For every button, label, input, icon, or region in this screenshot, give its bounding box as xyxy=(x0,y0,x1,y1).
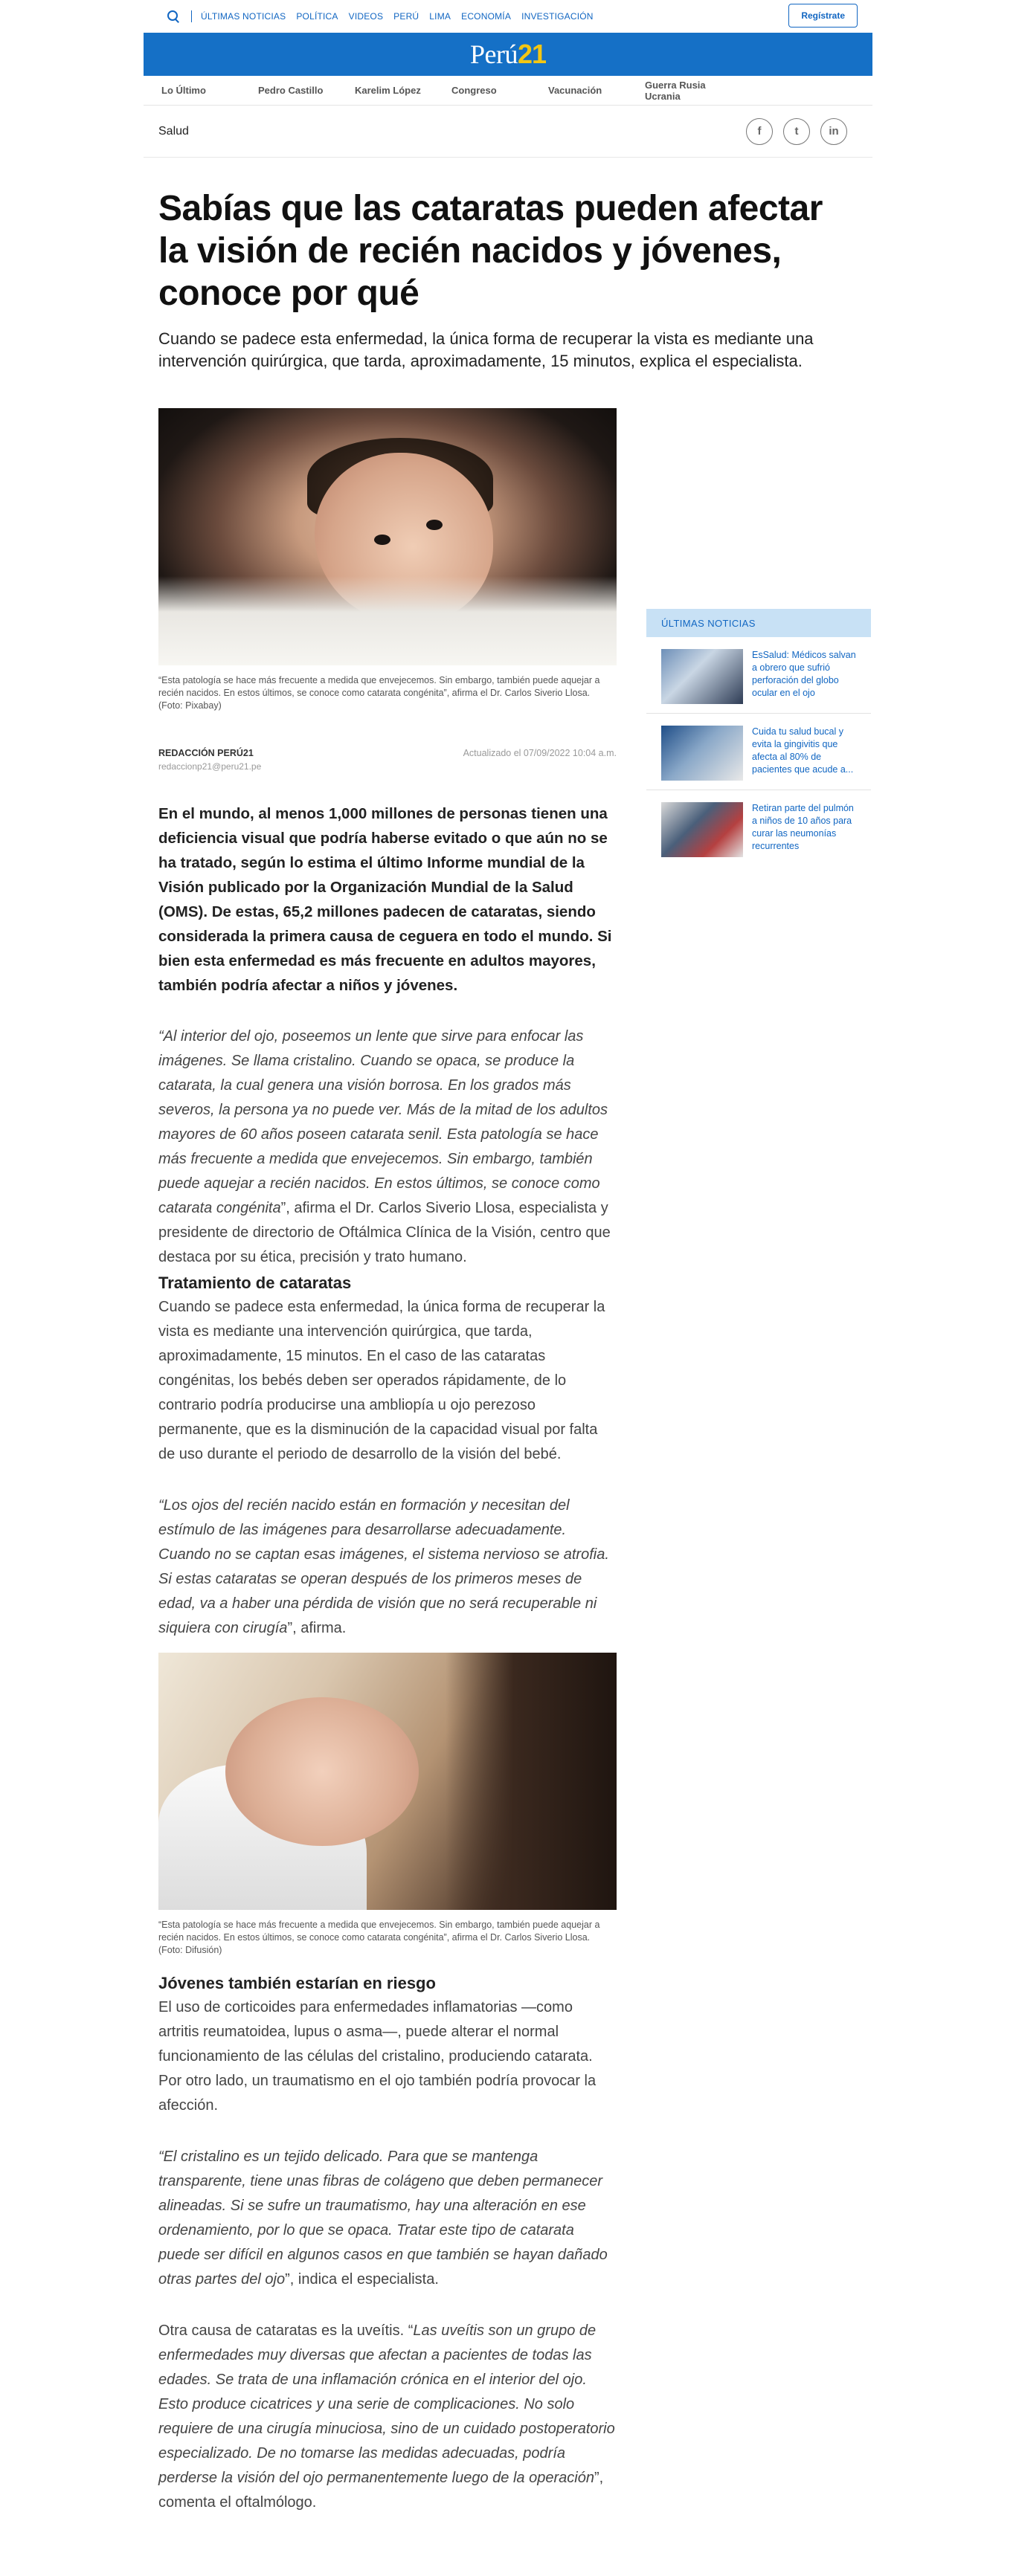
image-caption: “Esta patología se hace más frecuente a medida que envejecemos. Sin embargo, también puede aquejar a recién nacidos. En estos últimos, se conoce como catarata congénita”, afirma el Dr. Carlos Siverio Llosa. (Foto: Pixabay) xyxy=(158,675,600,711)
news-headline[interactable]: Cuida tu salud bucal y evita la gingivitis que afecta al 80% de pacientes que acude a... xyxy=(752,726,854,775)
topic-vacunacion[interactable]: Vacunación xyxy=(548,85,602,96)
topics-nav xyxy=(144,76,872,106)
brand-bar xyxy=(144,33,872,76)
image-detail xyxy=(225,1697,419,1846)
news-thumbnail[interactable] xyxy=(661,649,743,704)
sidebar-title: ÚLTIMAS NOTICIAS xyxy=(646,609,871,637)
quote-text: Las uveítis son un grupo de enfermedades muy diversas que afectan a pacientes de todas las edades. Se trata de una inflamación crónica en el interior del ojo. Esto produce cicatrices y una serie de complicaciones. No solo requiere de una cirugía minuciosa, sino de un cuidado postoperatorio especializado. De no tomarse las medidas adecuadas, podría perderse la visión del ojo permanentemente luego de la operación xyxy=(158,2322,615,2486)
news-thumbnail[interactable] xyxy=(661,726,743,781)
divider xyxy=(191,10,192,22)
body-paragraph: Cuando se padece esta enfermedad, la única forma de recuperar la vista es mediante una intervención quirúrgica, que tarda, aproximadamente, 15 minutos. En el caso de las cataratas congénitas, los bebés deben ser operados rápidamente, de lo contrario podría producirse una ambliopía u ojo perezoso permanente, que es la disminución de la capacidad visual por falta de uso durante el periodo de desarrollo de la visión del bebé. xyxy=(158,1299,605,1462)
article-image-baby xyxy=(158,408,617,665)
topic-congreso[interactable]: Congreso xyxy=(451,85,497,96)
logo-text: Perú xyxy=(469,39,518,69)
quote-paragraph xyxy=(158,1024,617,1270)
byline xyxy=(158,748,617,772)
news-headline[interactable]: Retiran parte del pulmón a niños de 10 años para curar las neumonías recurrentes xyxy=(752,803,854,851)
subhead-tratamiento: Tratamiento de cataratas xyxy=(158,1274,352,1292)
top-bar xyxy=(144,0,872,33)
topic-guerra-rusia-ucrania[interactable]: Guerra Rusia Ucrania xyxy=(645,79,706,102)
article-lead: En el mundo, al menos 1,000 millones de personas tienen una deficiencia visual que podría haberse evitado o que aún no se ha tratado, según lo estima el último Informe mundial de la Visión publicado por la Organización Mundial de la Salud (OMS). De estas, 65,2 millones padecen de cataratas, siendo considerada la primera causa de ceguera en todo el mundo. Si bien esta enfermedad es más frecuente en adultos mayores, también podría afectar a niños y jóvenes. xyxy=(158,805,612,994)
facebook-icon[interactable]: f xyxy=(746,118,773,145)
share-buttons xyxy=(746,118,847,145)
author-email[interactable]: redaccionp21@peru21.pe xyxy=(158,761,262,772)
quote-text: “Al interior del ojo, poseemos un lente que sirve para enfocar las imágenes. Se llama cristalino. Cuando se opaca, se produce la catarata, la cual genera una visión borrosa. En los grados más severos, la persona ya no puede ver. Más de la mitad de los adultos mayores de 60 años poseen catarata senil. Esta patología se hace más frecuente a medida que envejecemos. Sin embargo, también puede aquejar a recién nacidos. En estos últimos, se conoce como catarata congénita xyxy=(158,1028,608,1216)
body-paragraph: El uso de corticoides para enfermedades inflamatorias —como artritis reumatoidea, lupus o asma—, puede alterar el normal funcionamiento de las células del cristalino, produciendo catarata. Por otro lado, un traumatismo en el ojo también podría provocar la afección. xyxy=(158,1999,597,2114)
register-button[interactable]: Regístrate xyxy=(788,4,858,28)
image-detail xyxy=(374,535,390,545)
logo-number: 21 xyxy=(517,39,547,69)
search-icon[interactable] xyxy=(166,9,181,24)
nav-lima[interactable]: LIMA xyxy=(429,11,451,22)
updated-timestamp: Actualizado el 07/09/2022 10:04 a.m. xyxy=(463,748,617,758)
news-thumbnail[interactable] xyxy=(661,802,743,857)
quote-attribution: ”, comenta el oftalmólogo. xyxy=(158,2470,604,2511)
nav-peru[interactable]: PERÚ xyxy=(393,11,419,22)
quote-text: “Los ojos del recién nacido están en formación y necesitan del estímulo de las imágenes para desarrollarse adecuadamente. Cuando no se captan esas imágenes, el sistema nervioso se atrofia. Si estas cataratas se operan después de los primeros meses de edad, va a haber una pérdida de visión que no será recuperable ni siquiera con cirugía xyxy=(158,1497,609,1636)
subhead-jovenes: Jóvenes también estarían en riesgo xyxy=(158,1974,436,1992)
article-image-mother-baby xyxy=(158,1653,617,1910)
topic-lo-ultimo[interactable]: Lo Último xyxy=(161,85,206,96)
quote-attribution: ”, indica el especialista. xyxy=(285,2271,439,2288)
news-headline[interactable]: EsSalud: Médicos salvan a obrero que sufrió perforación del globo ocular en el ojo xyxy=(752,650,856,698)
news-item[interactable] xyxy=(646,714,871,790)
quote-text: “El cristalino es un tejido delicado. Para que se mantenga transparente, tiene unas fibras de colágeno que deben permanecer alineadas. Si se sufre un traumatismo, hay una alteración en ese ordenamiento, por lo que se opaca. Tratar este tipo de catarata puede ser difícil en algunos casos en que también se hayan dañado otras partes del ojo xyxy=(158,2149,608,2288)
paragraph-text: Otra causa de cataratas es la uveítis. “ xyxy=(158,2322,414,2339)
quote-attribution: ”, afirma el Dr. Carlos Siverio Llosa, especialista y presidente de directorio de Oftálmica Clínica de la Visión, centro que destaca por su ética, precisión y trato humano. xyxy=(158,1200,611,1265)
nav-investigacion[interactable]: INVESTIGACIÓN xyxy=(521,11,594,22)
news-item[interactable] xyxy=(646,637,871,714)
body-paragraph xyxy=(158,2319,617,2515)
article-body xyxy=(158,408,617,2515)
image-detail xyxy=(158,576,617,665)
topic-pedro-castillo[interactable]: Pedro Castillo xyxy=(258,85,324,96)
twitter-icon[interactable]: t xyxy=(783,118,810,145)
quote-paragraph xyxy=(158,2145,617,2292)
nav-politica[interactable]: POLÍTICA xyxy=(296,11,338,22)
image-caption: “Esta patología se hace más frecuente a medida que envejecemos. Sin embargo, también puede aquejar a recién nacidos. En estos últimos, se conoce como catarata congénita”, afirma el Dr. Carlos Siverio Llosa. (Foto: Difusión) xyxy=(158,1920,600,1955)
nav-economia[interactable]: ECONOMÍA xyxy=(461,11,512,22)
quote-paragraph xyxy=(158,1494,617,1641)
latest-news-box xyxy=(646,609,871,866)
image-detail xyxy=(446,1653,617,1910)
site-logo[interactable] xyxy=(470,39,546,70)
sidebar xyxy=(646,408,871,2515)
article-deck: Cuando se padece esta enfermedad, la única forma de recuperar la vista es mediante una intervención quirúrgica, que tarda, aproximadamente, 15 minutos, explica el especialista. xyxy=(158,329,814,370)
section-label[interactable]: Salud xyxy=(158,124,189,138)
article-headline: Sabías que las cataratas pueden afectar la visión de recién nacidos y jóvenes, conoce por qué xyxy=(158,189,823,313)
nav-videos[interactable]: VIDEOS xyxy=(348,11,384,22)
nav-ultimas-noticias[interactable]: ÚLTIMAS NOTICIAS xyxy=(201,11,286,22)
image-detail xyxy=(426,520,443,530)
quote-attribution: ”, afirma. xyxy=(287,1620,347,1636)
section-row xyxy=(144,106,872,158)
news-item[interactable] xyxy=(646,790,871,866)
topic-karelim-lopez[interactable]: Karelim López xyxy=(355,85,421,96)
author-name[interactable]: REDACCIÓN PERÚ21 xyxy=(158,748,254,758)
top-nav xyxy=(201,11,594,22)
linkedin-icon[interactable]: in xyxy=(820,118,847,145)
content-area xyxy=(144,408,872,2515)
